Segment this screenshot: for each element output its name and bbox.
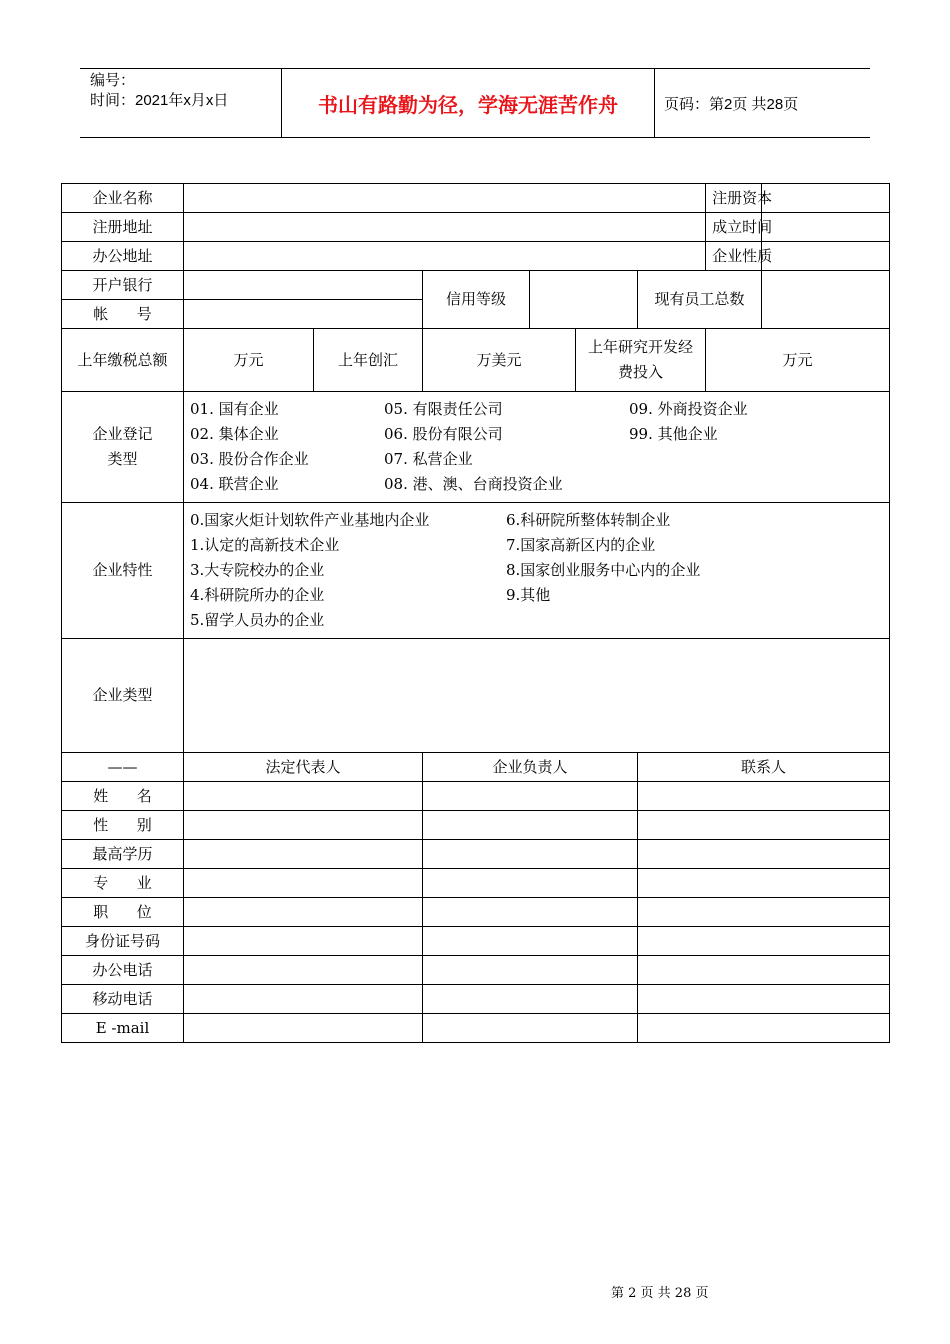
field-head[interactable]	[423, 840, 638, 869]
person-row	[62, 985, 890, 1014]
time-label: 时间：2021年x月x日	[90, 92, 229, 109]
field-head[interactable]	[423, 898, 638, 927]
field-bank[interactable]	[184, 271, 423, 300]
label-credit: 信用等级	[423, 271, 530, 329]
label-rd: 上年研究开发经费投入	[576, 329, 706, 392]
label-reg-type: 企业登记类型	[62, 392, 184, 503]
person-row-label: 移动电话	[62, 985, 184, 1014]
reg-type-option	[629, 472, 883, 497]
reg-type-option	[629, 447, 883, 472]
field-legal[interactable]	[184, 869, 423, 898]
reg-type-option: 03. 股份合作企业	[190, 450, 309, 468]
reg-type-option: 05. 有限责任公司	[384, 400, 503, 418]
label-type: 企业类型	[62, 639, 184, 753]
field-contact[interactable]	[638, 1014, 890, 1043]
label-office-address: 办公地址	[62, 242, 184, 271]
field-account[interactable]	[184, 300, 423, 329]
reg-type-option: 02. 集体企业	[190, 425, 279, 443]
field-head[interactable]	[423, 782, 638, 811]
label-reg-capital: 注册资本	[706, 184, 762, 213]
person-row	[62, 898, 890, 927]
feature-option: 3.大专院校办的企业	[190, 561, 325, 579]
field-legal[interactable]	[184, 811, 423, 840]
reg-type-option: 08. 港、澳、台商投资企业	[384, 475, 563, 493]
field-reg-capital[interactable]	[762, 184, 890, 213]
person-row-label: 办公电话	[62, 956, 184, 985]
page-header	[80, 68, 870, 138]
feature-option: 7.国家高新区内的企业	[506, 536, 656, 554]
reg-type-option: 09. 外商投资企业	[629, 400, 748, 418]
person-row-label: 姓 名	[62, 782, 184, 811]
field-head[interactable]	[423, 869, 638, 898]
tax-unit: 万元	[184, 329, 314, 392]
field-reg-address[interactable]	[184, 213, 706, 242]
feature-option: 1.认定的高新技术企业	[190, 536, 340, 554]
person-row	[62, 811, 890, 840]
col-head: 企业负责人	[423, 753, 638, 782]
field-head[interactable]	[423, 956, 638, 985]
reg-type-option: 06. 股份有限公司	[384, 425, 503, 443]
number-label: 编号：	[90, 72, 136, 89]
field-staff-total[interactable]	[762, 271, 890, 329]
field-legal[interactable]	[184, 985, 423, 1014]
page-footer: 第 2 页 共 28 页	[611, 1286, 709, 1301]
feature-option: 8.国家创业服务中心内的企业	[506, 561, 701, 579]
person-row-label: E -mail	[62, 1014, 184, 1043]
fx-unit: 万美元	[423, 329, 576, 392]
header-page-label: 页码：第2页 共28页	[664, 95, 799, 113]
field-legal[interactable]	[184, 956, 423, 985]
person-row-label: 最高学历	[62, 840, 184, 869]
field-legal[interactable]	[184, 840, 423, 869]
person-row	[62, 840, 890, 869]
label-tax: 上年缴税总额	[62, 329, 184, 392]
field-legal[interactable]	[184, 782, 423, 811]
label-fx: 上年创汇	[314, 329, 423, 392]
field-head[interactable]	[423, 1014, 638, 1043]
field-legal[interactable]	[184, 898, 423, 927]
field-legal[interactable]	[184, 927, 423, 956]
col-legal: 法定代表人	[184, 753, 423, 782]
col-contact: 联系人	[638, 753, 890, 782]
field-legal[interactable]	[184, 1014, 423, 1043]
feature-option: 9.其他	[506, 586, 551, 604]
field-head[interactable]	[423, 811, 638, 840]
reg-type-option: 07. 私营企业	[384, 450, 473, 468]
field-founded[interactable]	[762, 213, 890, 242]
label-nature: 企业性质	[706, 242, 762, 271]
label-bank: 开户银行	[62, 271, 184, 300]
feature-option: 5.留学人员办的企业	[190, 611, 325, 629]
field-head[interactable]	[423, 927, 638, 956]
label-company-name: 企业名称	[62, 184, 184, 213]
feature-options	[184, 503, 890, 639]
person-row	[62, 782, 890, 811]
person-row	[62, 1014, 890, 1043]
reg-type-options	[184, 392, 890, 503]
field-contact[interactable]	[638, 869, 890, 898]
label-staff-total: 现有员工总数	[638, 271, 762, 329]
header-info	[90, 71, 280, 111]
field-contact[interactable]	[638, 985, 890, 1014]
field-type[interactable]	[184, 639, 890, 753]
rd-unit: 万元	[706, 329, 890, 392]
reg-type-option: 04. 联营企业	[190, 475, 279, 493]
header-motto: 书山有路勤为径，学海无涯苦作舟	[318, 92, 618, 117]
field-contact[interactable]	[638, 840, 890, 869]
label-founded: 成立时间	[706, 213, 762, 242]
field-head[interactable]	[423, 985, 638, 1014]
feature-option: 0.国家火炬计划软件产业基地内企业	[190, 511, 430, 529]
person-row-label: 身份证号码	[62, 927, 184, 956]
feature-option: 6.科研院所整体转制企业	[506, 511, 671, 529]
reg-type-option: 99. 其他企业	[629, 425, 718, 443]
person-row	[62, 869, 890, 898]
person-row-label: 性 别	[62, 811, 184, 840]
field-office-address[interactable]	[184, 242, 706, 271]
field-nature[interactable]	[762, 242, 890, 271]
field-contact[interactable]	[638, 811, 890, 840]
field-credit[interactable]	[530, 271, 638, 329]
field-company-name[interactable]	[184, 184, 706, 213]
person-row-label: 专 业	[62, 869, 184, 898]
person-row	[62, 927, 890, 956]
field-contact[interactable]	[638, 898, 890, 927]
field-contact[interactable]	[638, 782, 890, 811]
col-dash: ——	[62, 753, 184, 782]
feature-option	[506, 608, 883, 633]
label-reg-address: 注册地址	[62, 213, 184, 242]
field-contact[interactable]	[638, 956, 890, 985]
person-row-label: 职 位	[62, 898, 184, 927]
field-contact[interactable]	[638, 927, 890, 956]
reg-type-option: 01. 国有企业	[190, 400, 279, 418]
label-account: 帐 号	[62, 300, 184, 329]
feature-option: 4.科研院所办的企业	[190, 586, 325, 604]
person-row	[62, 956, 890, 985]
label-feature: 企业特性	[62, 503, 184, 639]
enterprise-form	[61, 183, 890, 1043]
